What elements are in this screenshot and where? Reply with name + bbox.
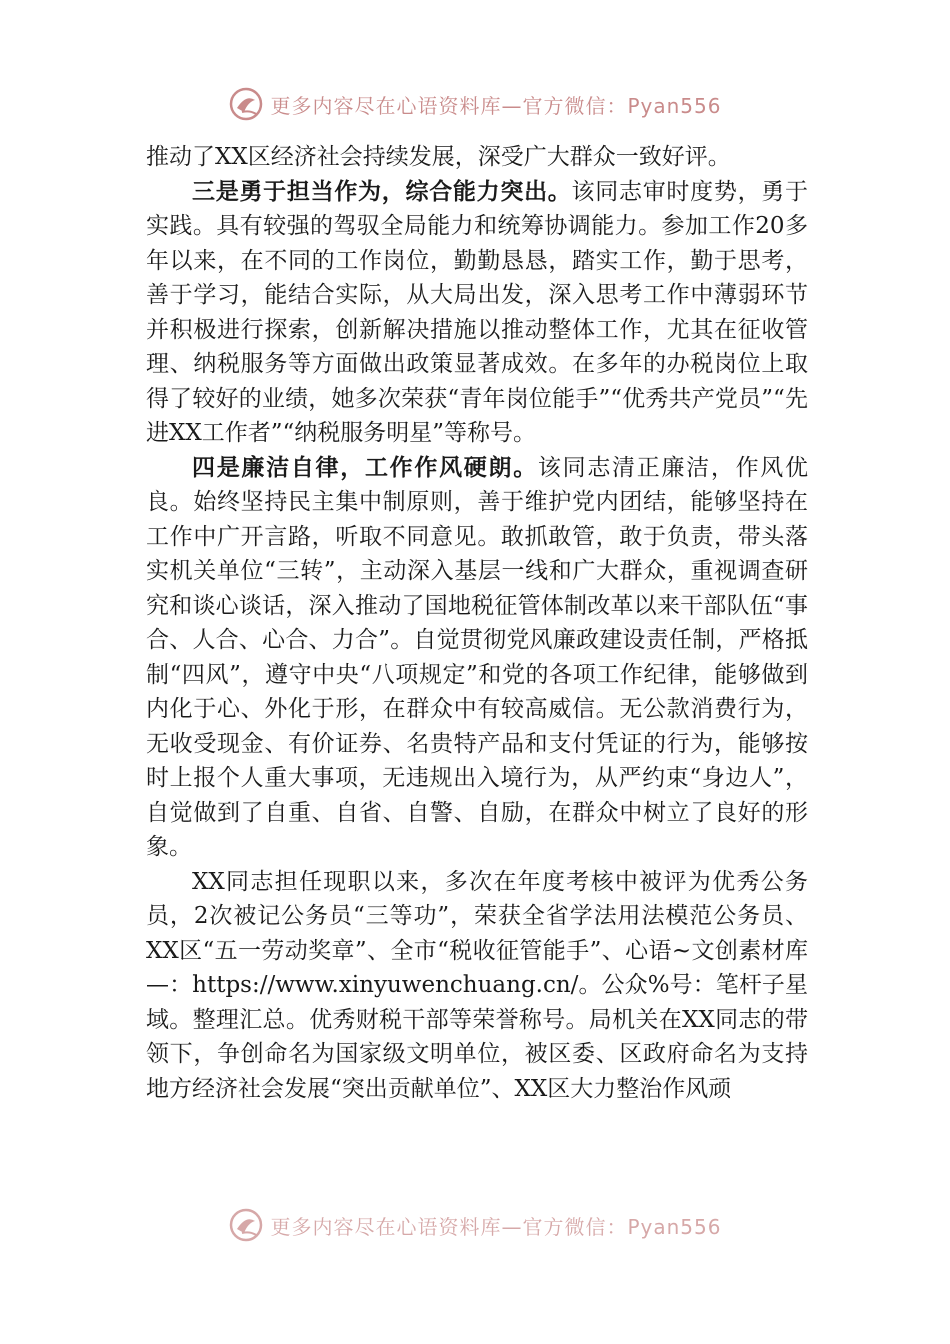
watermark-text: 更多内容尽在心语资料库—官方微信：Pyan556 xyxy=(270,93,722,118)
document-body xyxy=(146,140,808,1106)
paragraph-point-four xyxy=(146,451,808,865)
paragraph-text: 该同志审时度势，勇于实践。具有较强的驾驭全局能力和统筹协调能力。参加工作20多年以来，在不同的工作岗位，勤勤恳恳，踏实工作，勤于思考，善于学习，能结合实际，从大局出发，深入思考工作中薄弱环节并积极进行探索，创新解决措施以推动整体工作，尤其在征收管理、纳税服务等方面做出政策显著成效。在多年的办税岗位上取得了较好的业绩，她多次荣获“青年岗位能手”“优秀共产党员”“先进XX工作者”“纳税服务明星”等称号。 xyxy=(146,178,809,446)
paragraph-continuation xyxy=(146,140,808,175)
footer-watermark xyxy=(0,1205,950,1245)
paragraph-text: 推动了XX区经济社会持续发展，深受广大群众一致好评。 xyxy=(146,144,731,170)
brand-logo-icon xyxy=(228,1207,264,1243)
watermark-text: 更多内容尽在心语资料库—官方微信：Pyan556 xyxy=(270,1214,722,1239)
paragraph-text: XX同志担任现职以来，多次在年度考核中被评为优秀公务员，2次被记公务员“三等功”，荣获全省学法用法模范公务员、XX区“五一劳动奖章”、全市“税收征管能手”、心语~文创素材库—：https://www.xinyuwenchuang.cn/。公众%号：笔杆子星域。整理汇总。优秀财税干部等荣誉称号。局机关在XX同志的带领下，争创命名为国家级文明单位，被区委、区政府命名为支持地方经济社会发展“突出贡献单位”、XX区大力整治作风顽 xyxy=(146,868,808,1102)
header-watermark xyxy=(0,84,950,124)
paragraph-point-three xyxy=(146,175,808,451)
brand-logo-icon xyxy=(228,86,264,122)
paragraph-text: 该同志清正廉洁，作风优良。始终坚持民主集中制原则，善于维护党内团结，能够坚持在工作中广开言路，听取不同意见。敢抓敢管，敢于负责，带头落实机关单位“三转”，主动深入基层一线和广大群众，重视调查研究和谈心谈话，深入推动了国地税征管体制改革以来干部队伍“事合、人合、心合、力合”。自觉贯彻党风廉政建设责任制，严格抵制“四风”，遵守中央“八项规定”和党的各项工作纪律，能够做到内化于心、外化于形，在群众中有较高威信。无公款消费行为，无收受现金、有价证券、名贵特产品和支付凭证的行为，能够按时上报个人重大事项，无违规出入境行为，从严约束“身边人”，自觉做到了自重、自省、自警、自励，在群众中树立了良好的形象。 xyxy=(146,454,809,860)
paragraph-lead: 三是勇于担当作为，综合能力突出。 xyxy=(192,177,572,205)
paragraph-honors xyxy=(146,865,808,1107)
paragraph-lead: 四是廉洁自律，工作作风硬朗。 xyxy=(192,453,538,481)
